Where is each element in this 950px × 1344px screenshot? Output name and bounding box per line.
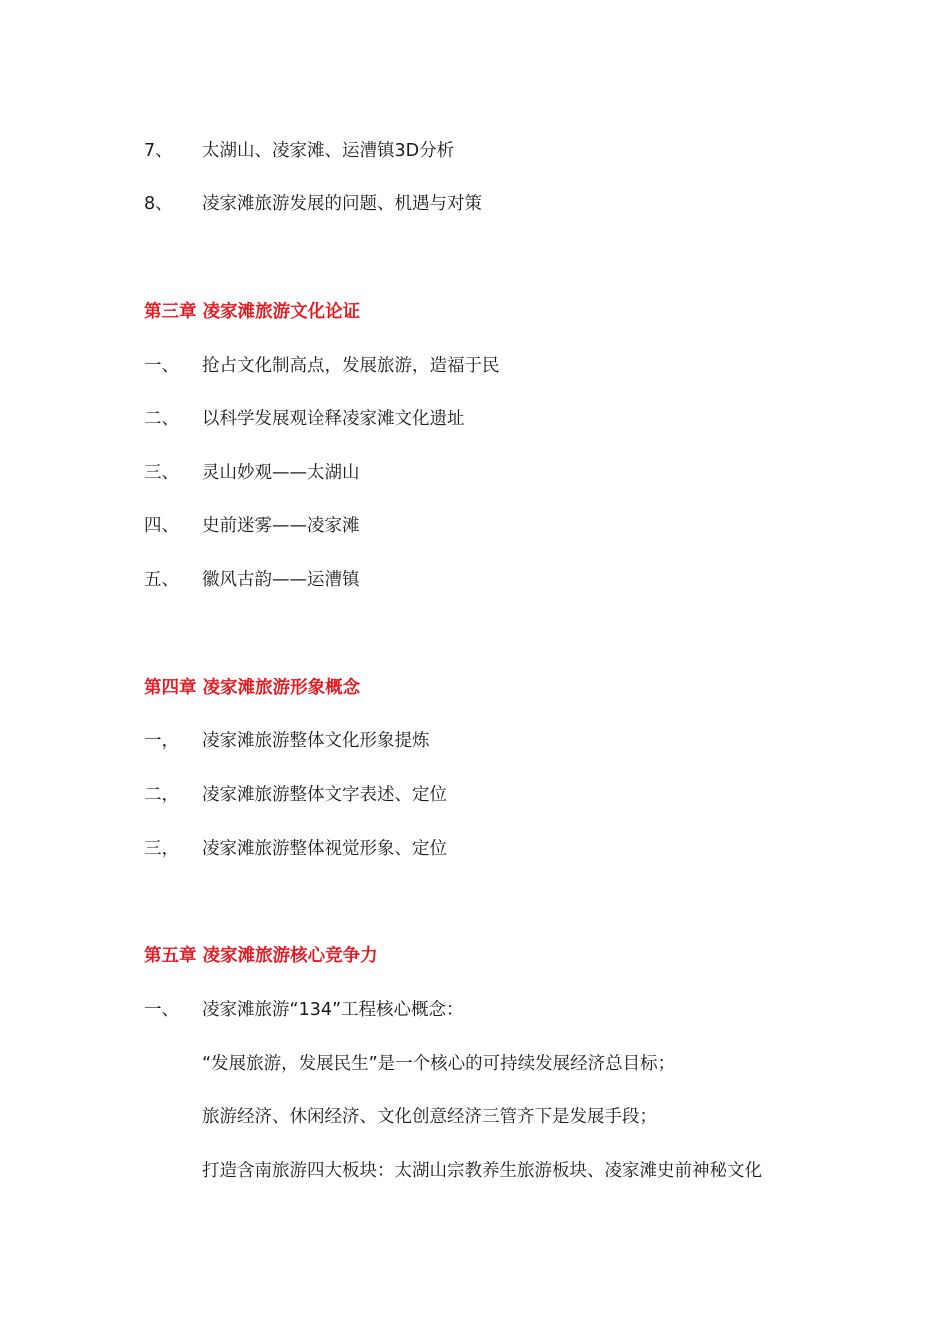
item-number: 7、 bbox=[144, 141, 173, 161]
item-text: 抢占文化制高点，发展旅游，造福于民 bbox=[202, 356, 500, 376]
item-text: 凌家滩旅游整体视觉形象、定位 bbox=[202, 839, 447, 859]
chapter-heading: 第三章 凌家滩旅游文化论证 bbox=[144, 302, 361, 322]
item-number: 一， bbox=[144, 731, 179, 751]
item-number: 二、 bbox=[144, 409, 179, 429]
item-text: 凌家滩旅游“134”工程核心概念： bbox=[202, 1000, 464, 1020]
paragraph-text: 打造含南旅游四大板块：太湖山宗教养生旅游板块、凌家滩史前神秘文化 bbox=[202, 1161, 762, 1181]
item-number: 四、 bbox=[144, 516, 179, 536]
item-text: 凌家滩旅游整体文字表述、定位 bbox=[202, 785, 447, 805]
item-text: 史前迷雾——凌家滩 bbox=[202, 516, 360, 536]
item-number: 一、 bbox=[144, 356, 179, 376]
item-text: 灵山妙观——太湖山 bbox=[202, 463, 360, 483]
chapter-heading: 第四章 凌家滩旅游形象概念 bbox=[144, 678, 361, 698]
item-text: 太湖山、凌家滩、运漕镇3D分析 bbox=[202, 141, 455, 161]
item-number: 二， bbox=[144, 785, 179, 805]
item-number: 一、 bbox=[144, 1000, 179, 1020]
item-number: 三， bbox=[144, 839, 179, 859]
paragraph-text: 旅游经济、休闲经济、文化创意经济三管齐下是发展手段； bbox=[202, 1107, 657, 1127]
chapter-heading: 第五章 凌家滩旅游核心竞争力 bbox=[144, 946, 378, 966]
paragraph-text: “发展旅游，发展民生”是一个核心的可持续发展经济总目标； bbox=[202, 1054, 676, 1074]
item-text: 以科学发展观诠释凌家滩文化遗址 bbox=[202, 409, 465, 429]
item-text: 徽风古韵——运漕镇 bbox=[202, 570, 360, 590]
item-text: 凌家滩旅游发展的问题、机遇与对策 bbox=[202, 194, 482, 214]
item-text: 凌家滩旅游整体文化形象提炼 bbox=[202, 731, 430, 751]
item-number: 三、 bbox=[144, 463, 179, 483]
item-number: 8、 bbox=[144, 194, 173, 214]
item-number: 五、 bbox=[144, 570, 179, 590]
